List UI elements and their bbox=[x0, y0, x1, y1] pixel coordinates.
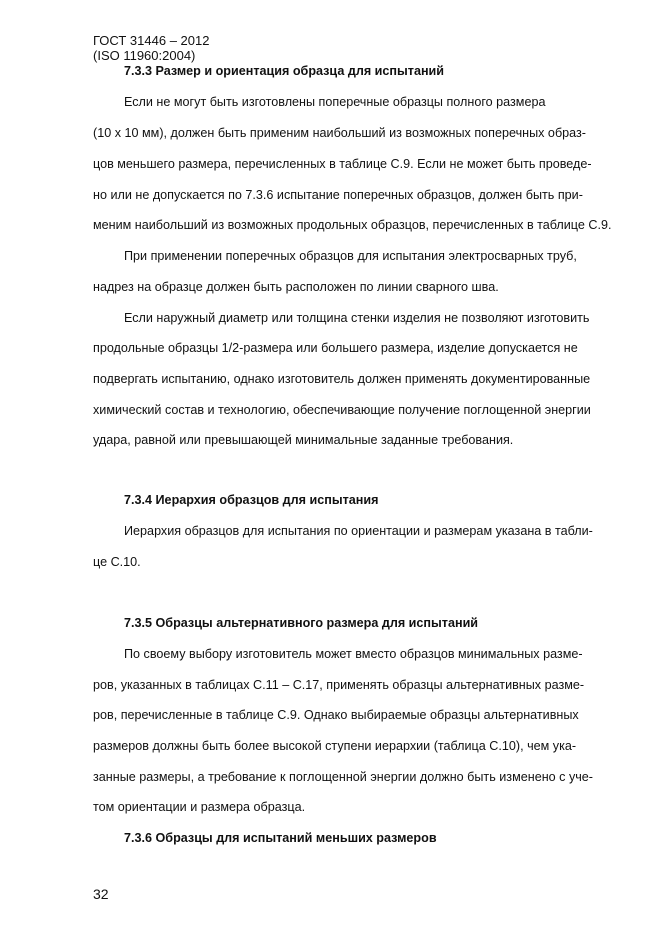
paragraph-line: удара, равной или превышающей минимальные заданные требования. bbox=[93, 433, 514, 447]
paragraph-line: ров, указанных в таблицах С.11 – С.17, применять образцы альтернативных разме- bbox=[93, 678, 585, 692]
paragraph-line: ров, перечисленные в таблице С.9. Однако выбираемые образцы альтернативных bbox=[93, 708, 579, 722]
section-heading-7-3-5: 7.3.5 Образцы альтернативного размера для испытаний bbox=[124, 616, 479, 630]
paragraph-line: Если наружный диаметр или толщина стенки изделия не позволяют изготовить bbox=[124, 311, 590, 325]
paragraph-line: но или не допускается по 7.3.6 испытание поперечных образцов, должен быть при- bbox=[93, 188, 583, 202]
document-iso-reference: (ISO 11960:2004) bbox=[93, 48, 196, 63]
paragraph-line: Иерархия образцов для испытания по ориентации и размерам указана в табли- bbox=[124, 524, 593, 538]
paragraph-line: продольные образцы 1/2-размера или большего размера, изделие допускается не bbox=[93, 341, 578, 355]
paragraph-line: цов меньшего размера, перечисленных в таблице С.9. Если не может быть проведе- bbox=[93, 157, 592, 171]
paragraph-line: меним наибольший из возможных продольных образцов, перечисленных в таблице С.9. bbox=[93, 218, 612, 232]
paragraph-line: занные размеры, а требование к поглощенной энергии должно быть изменено с уче- bbox=[93, 770, 594, 784]
paragraph-line: (10 х 10 мм), должен быть применим наибольший из возможных поперечных образ- bbox=[93, 126, 586, 140]
section-heading-7-3-6: 7.3.6 Образцы для испытаний меньших размеров bbox=[124, 831, 437, 845]
paragraph-line: це С.10. bbox=[93, 555, 141, 569]
paragraph-line: надрез на образце должен быть расположен по линии сварного шва. bbox=[93, 280, 499, 294]
paragraph-line: По своему выбору изготовитель может вместо образцов минимальных разме- bbox=[124, 647, 583, 661]
paragraph-line: Если не могут быть изготовлены поперечные образцы полного размера bbox=[124, 95, 546, 109]
paragraph-line: размеров должны быть более высокой ступени иерархии (таблица С.10), чем ука- bbox=[93, 739, 577, 753]
section-heading-7-3-4: 7.3.4 Иерархия образцов для испытания bbox=[124, 493, 379, 507]
paragraph-line: подвергать испытанию, однако изготовитель должен применять документированные bbox=[93, 372, 591, 386]
page-number: 32 bbox=[93, 886, 109, 902]
paragraph-line: При применении поперечных образцов для испытания электросварных труб, bbox=[124, 249, 577, 263]
section-heading-7-3-3: 7.3.3 Размер и ориентация образца для испытаний bbox=[124, 64, 445, 78]
document-standard-number: ГОСТ 31446 – 2012 bbox=[93, 33, 210, 48]
paragraph-line: химический состав и технологию, обеспечивающие получение поглощенной энергии bbox=[93, 403, 591, 417]
paragraph-line: том ориентации и размера образца. bbox=[93, 800, 306, 814]
